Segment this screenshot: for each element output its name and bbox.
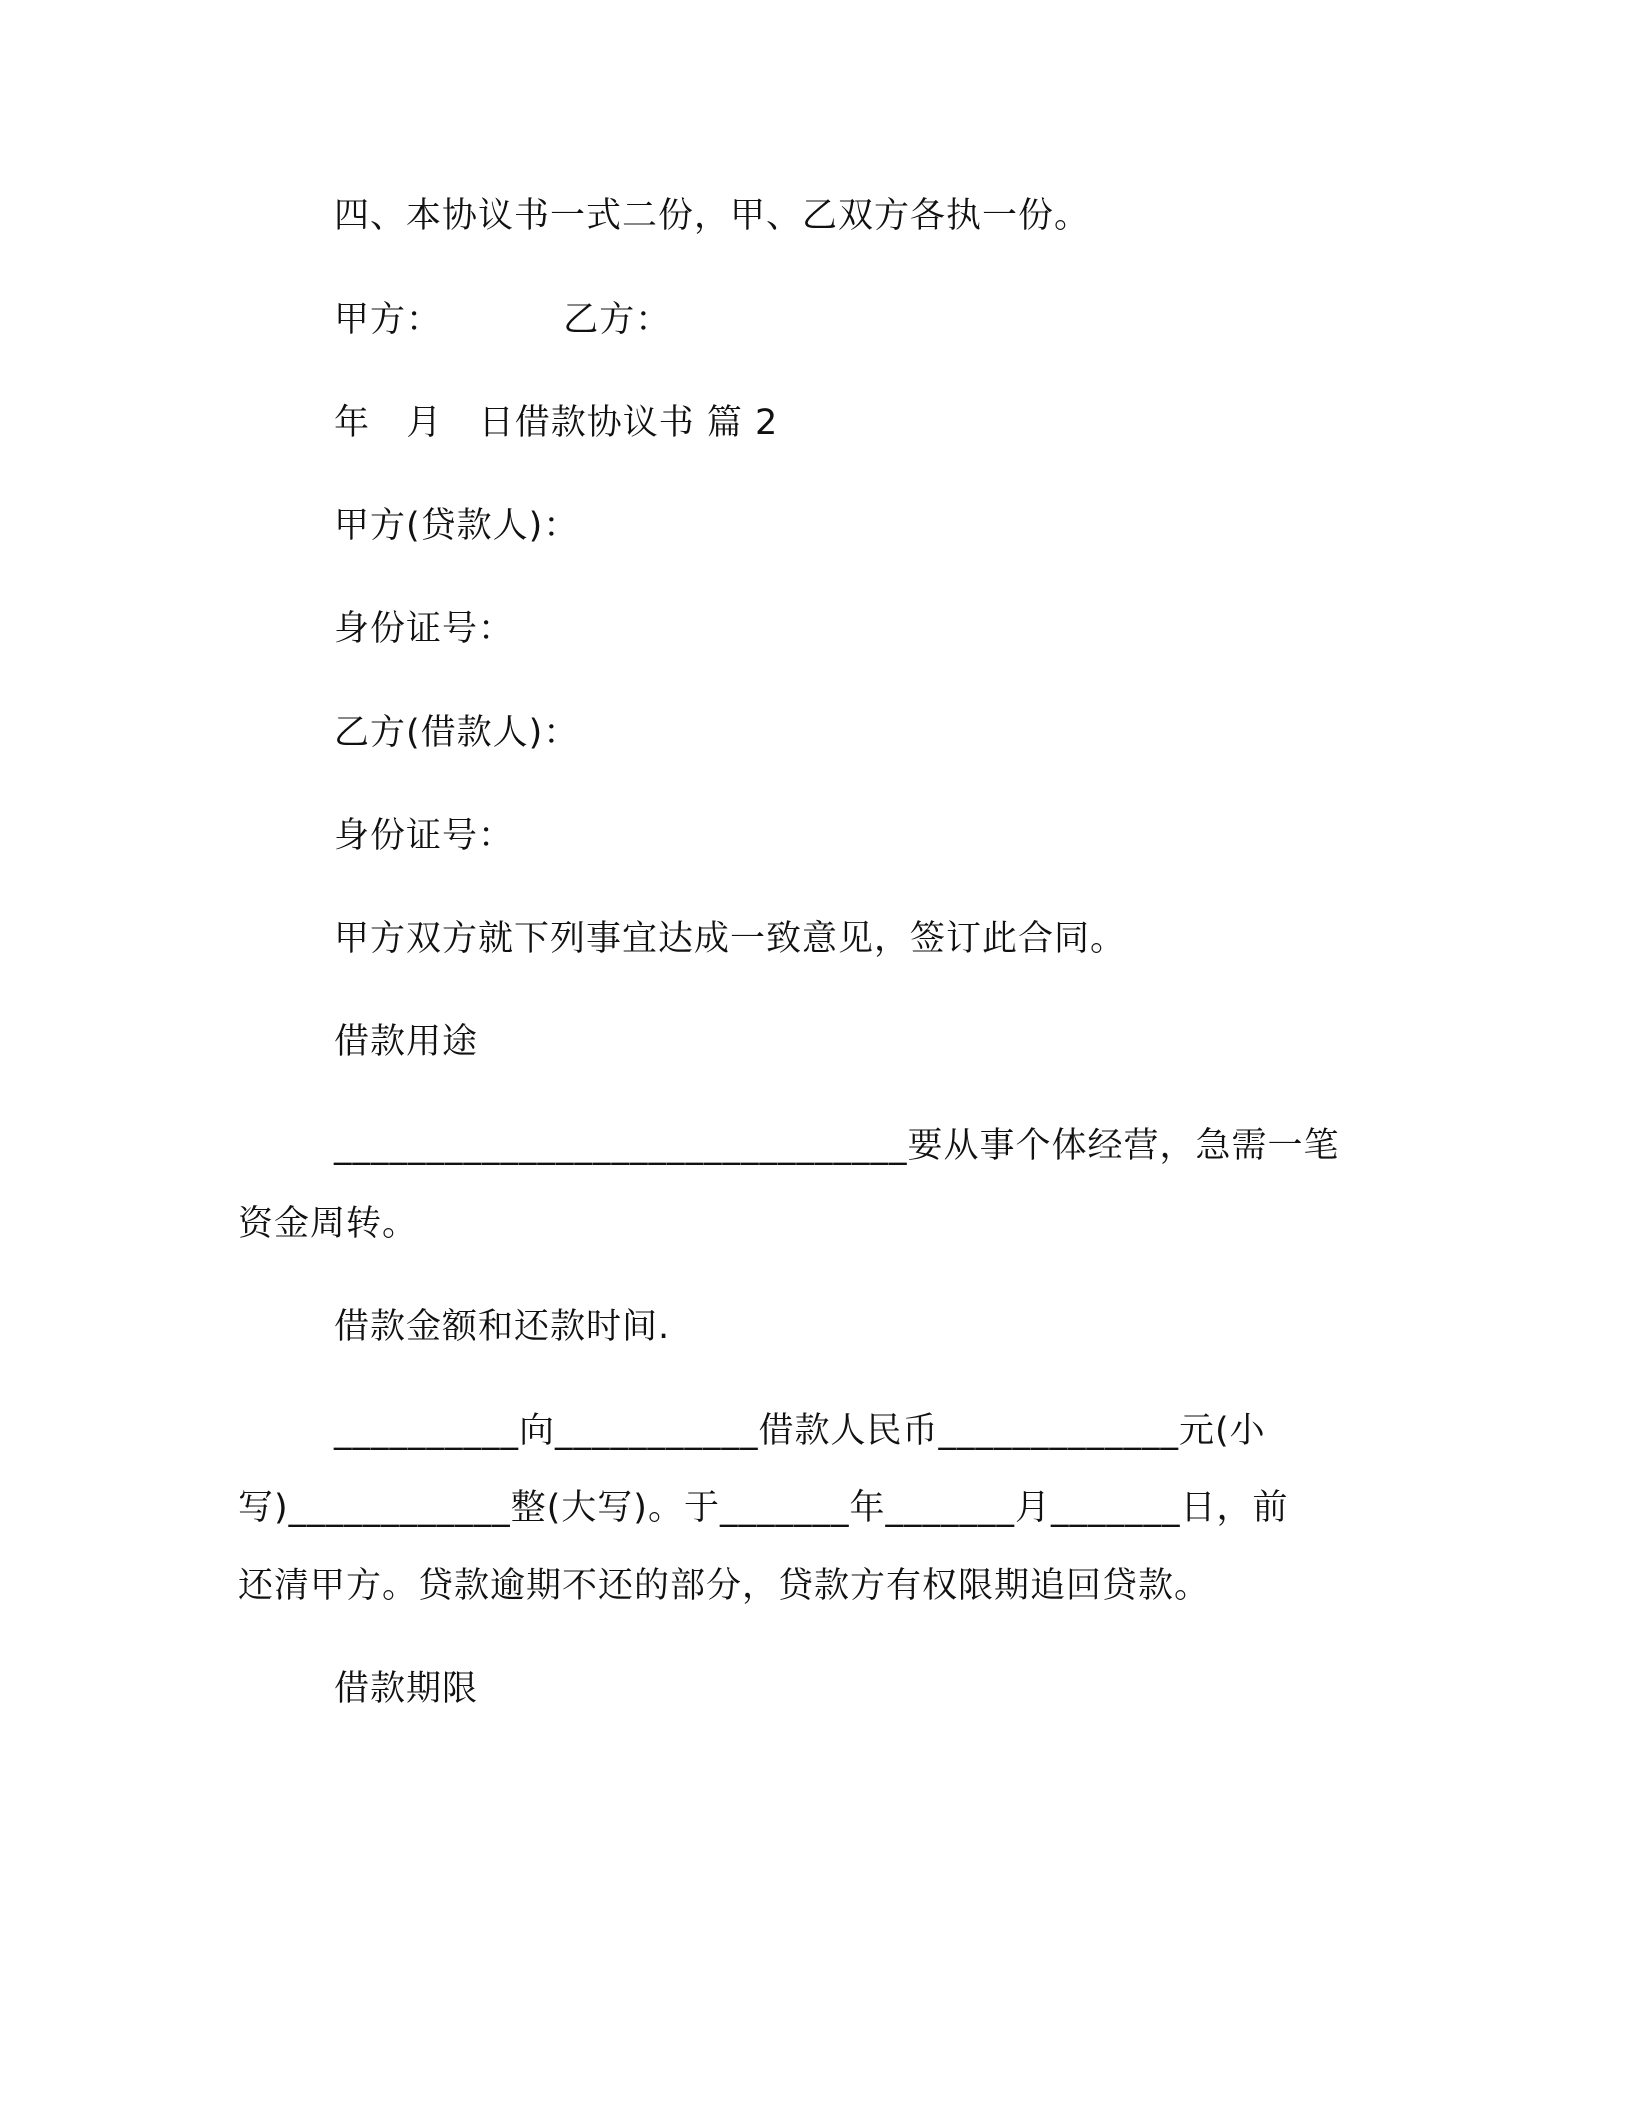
- lender-label: 甲方(贷款人)：: [334, 506, 580, 546]
- section-heading-purpose: 借款用途: [334, 1022, 479, 1062]
- amount-text-line-2: 写)____________整(大写)。于_______年_______月_______日，前: [238, 1488, 1289, 1528]
- borrower-label: 乙方(借款人)：: [334, 713, 580, 753]
- amount-text-line-3: 还清甲方。贷款逾期不还的部分，贷款方有权限期追回贷款。: [238, 1566, 1211, 1606]
- borrower-id-label: 身份证号：: [334, 816, 515, 856]
- purpose-text-line-2: 资金周转。: [238, 1204, 419, 1244]
- party-signature-line: 甲方： 乙方：: [334, 300, 672, 340]
- amount-text-line-1: __________向___________借款人民币_____________元(小: [334, 1411, 1266, 1451]
- agreement-intro: 甲方双方就下列事宜达成一致意见，签订此合同。: [334, 919, 1127, 959]
- section-heading-term: 借款期限: [334, 1669, 479, 1709]
- date-and-section-title: 年 月 日借款协议书 篇 2: [334, 403, 779, 443]
- section-heading-amount: 借款金额和还款时间.: [334, 1307, 671, 1347]
- purpose-text-line-1: _______________________________要从事个体经营，急需一笔: [334, 1126, 1340, 1166]
- lender-id-label: 身份证号：: [334, 609, 515, 649]
- clause-four-copies: 四、本协议书一式二份，甲、乙双方各执一份。: [334, 196, 1091, 236]
